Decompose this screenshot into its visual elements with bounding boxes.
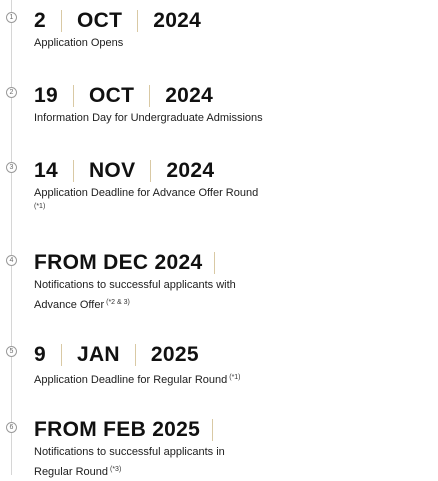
event-day: 2	[34, 9, 46, 32]
date-separator	[61, 344, 62, 366]
step-marker-1: 1	[6, 12, 17, 23]
event-day: 9	[34, 343, 46, 366]
event-description-line: Regular Round	[34, 466, 108, 478]
date-separator	[212, 419, 213, 441]
event-description: Information Day for Undergraduate Admissions	[34, 112, 263, 124]
event-date	[34, 418, 213, 442]
event-description-text: Application Deadline for Advance Offer Round	[34, 187, 259, 199]
date-separator	[150, 160, 151, 182]
footnote-reference: (*2 & 3)	[106, 299, 130, 306]
date-separator	[73, 85, 74, 107]
event-date-text: FROM DEC 2024	[34, 251, 203, 274]
event-date	[34, 84, 213, 108]
event-description-line: Notifications to successful applicants with	[34, 279, 236, 291]
step-marker-6: 6	[6, 422, 17, 433]
date-separator	[149, 85, 150, 107]
event-year: 2025	[150, 343, 199, 366]
footnote-reference: (*3)	[110, 466, 122, 473]
event-year: 2024	[165, 84, 214, 107]
step-marker-5: 5	[6, 346, 17, 357]
event-date	[34, 251, 215, 275]
event-description	[34, 444, 294, 481]
event-year: 2024	[166, 159, 215, 182]
date-separator	[214, 252, 215, 274]
event-description-line: Notifications to successful applicants in	[34, 446, 225, 458]
event-date	[34, 343, 199, 367]
event-date-text: FROM FEB 2025	[34, 418, 201, 441]
step-marker-4: 4	[6, 255, 17, 266]
footnote-reference: (*1)	[34, 203, 46, 210]
event-description	[34, 277, 294, 314]
event-description-text: Application Deadline for Regular Round	[34, 374, 228, 386]
date-separator	[137, 10, 138, 32]
event-description-line: Advance Offer	[34, 299, 105, 311]
event-month: JAN	[76, 343, 120, 366]
step-marker-3: 3	[6, 162, 17, 173]
event-day: 19	[34, 84, 58, 107]
step-marker-2: 2	[6, 87, 17, 98]
event-month: OCT	[88, 84, 135, 107]
event-description	[34, 369, 334, 389]
date-separator	[61, 10, 62, 32]
event-year: 2024	[153, 9, 202, 32]
footnote-reference: (*1)	[229, 374, 241, 381]
event-date	[34, 9, 201, 33]
timeline-rail	[11, 0, 12, 475]
event-month: OCT	[76, 9, 123, 32]
date-separator	[73, 160, 74, 182]
event-day: 14	[34, 159, 58, 182]
event-description	[34, 185, 334, 211]
event-description: Application Opens	[34, 37, 124, 49]
event-month: NOV	[88, 159, 136, 182]
event-date	[34, 159, 214, 183]
date-separator	[135, 344, 136, 366]
